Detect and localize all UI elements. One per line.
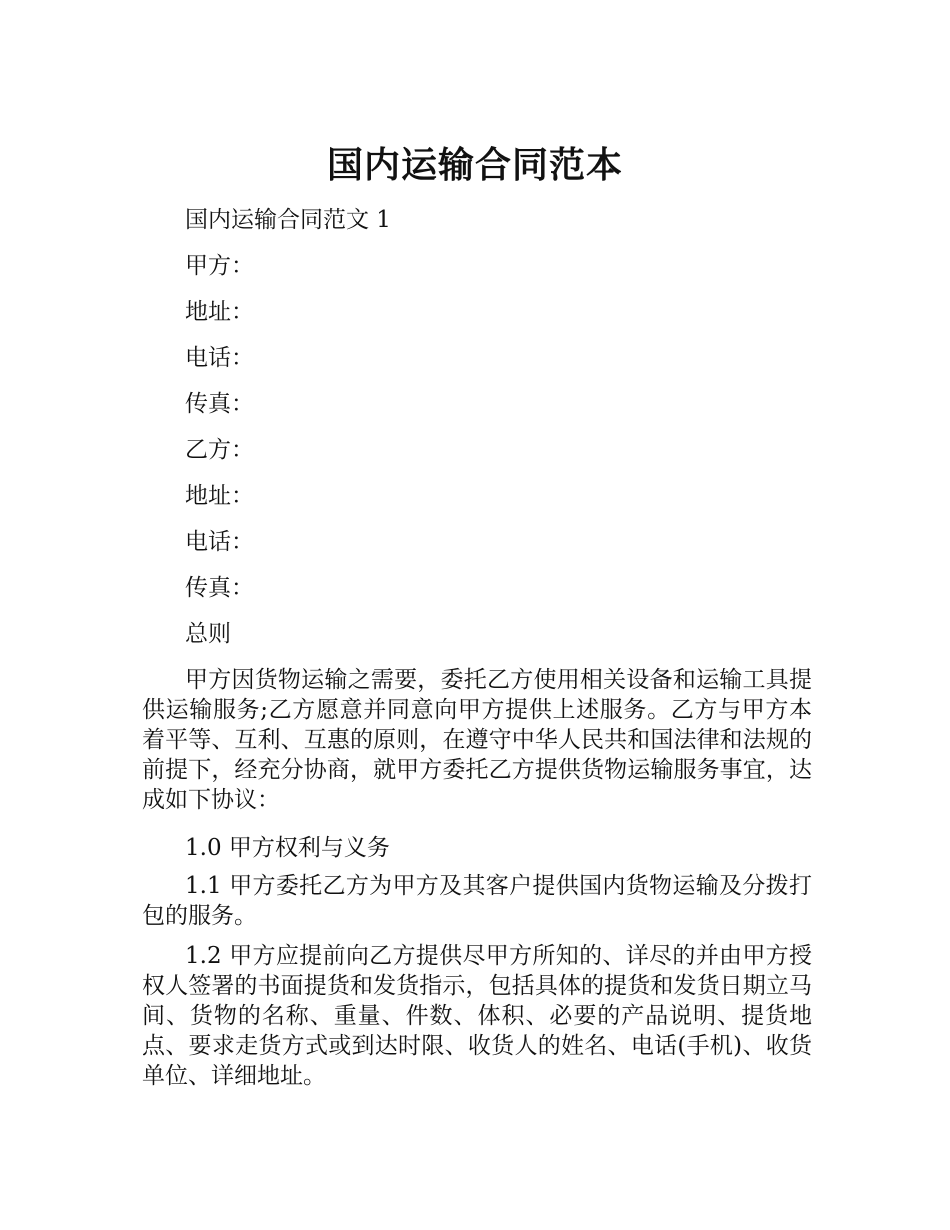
party-b-fax-label: 传真： <box>185 575 254 601</box>
general-heading: 总则 <box>185 621 231 647</box>
document-body <box>142 197 812 1091</box>
clause-1-1: 1.1 甲方委托乙方为甲方及其客户提供国内货物运输及分拨打包的服务。 <box>142 873 812 929</box>
clause-1-2: 1.2 甲方应提前向乙方提供尽甲方所知的、详尽的并由甲方授权人签署的书面提货和发货指示，包括具体的提货和发货日期立马间、货物的名称、重量、件数、体积、必要的产品说明、提货地点、要求走货方式或到达时限、收货人的姓名、电话(手机)、收货单位、详细地址。 <box>142 943 812 1089</box>
party-b-label: 乙方： <box>185 437 254 463</box>
party-b-address-label: 地址： <box>185 483 254 509</box>
contract-subtitle: 国内运输合同范文 1 <box>185 207 391 233</box>
party-a-label: 甲方： <box>185 253 254 279</box>
party-b-phone-label: 电话： <box>185 529 254 555</box>
document-title: 国内运输合同范本 <box>326 145 623 187</box>
party-a-phone-label: 电话： <box>185 345 254 371</box>
section-heading-1-0: 1.0 甲方权利与义务 <box>185 835 390 861</box>
party-a-fax-label: 传真： <box>185 391 254 417</box>
party-a-address-label: 地址： <box>185 299 254 325</box>
general-paragraph: 甲方因货物运输之需要，委托乙方使用相关设备和运输工具提供运输服务;乙方愿意并同意向甲方提供上述服务。乙方与甲方本着平等、互利、互惠的原则，在遵守中华人民共和国法律和法规的前提下，经充分协商，就甲方委托乙方提供货物运输服务事宜，达成如下协议： <box>142 667 812 813</box>
